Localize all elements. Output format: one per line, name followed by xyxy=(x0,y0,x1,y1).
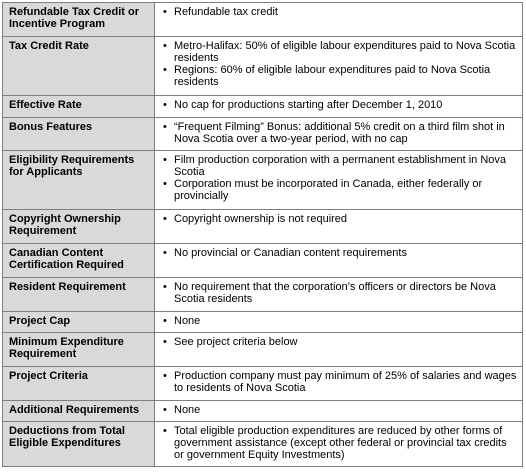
bullet-list xyxy=(161,213,517,225)
bullet-item: • Copyright ownership is not required xyxy=(161,213,517,225)
bullet-list xyxy=(161,404,517,416)
bullet-item: • Refundable tax credit xyxy=(161,6,517,18)
table-row xyxy=(3,367,523,401)
bullet-item: • None xyxy=(161,315,517,327)
bullet-list xyxy=(161,99,517,111)
table-row xyxy=(3,333,523,367)
row-value xyxy=(155,210,523,244)
table-row xyxy=(3,244,523,278)
bullet-list xyxy=(161,40,517,88)
table-row xyxy=(3,401,523,422)
row-label: Tax Credit Rate xyxy=(3,37,155,96)
row-label: Minimum Expenditure Requirement xyxy=(3,333,155,367)
incentive-table-body xyxy=(3,3,523,467)
row-label: Canadian Content Certification Required xyxy=(3,244,155,278)
row-value xyxy=(155,312,523,333)
bullet-item: • Production company must pay minimum of 25% of salaries and wages to residents of Nova Scotia xyxy=(161,370,517,394)
incentive-table xyxy=(2,2,523,467)
table-row xyxy=(3,37,523,96)
table-row xyxy=(3,210,523,244)
row-value xyxy=(155,333,523,367)
table-row xyxy=(3,3,523,37)
table-row xyxy=(3,422,523,467)
bullet-item: • No provincial or Canadian content requirements xyxy=(161,247,517,259)
bullet-list xyxy=(161,315,517,327)
bullet-list xyxy=(161,247,517,259)
row-value xyxy=(155,422,523,467)
table-row xyxy=(3,151,523,210)
row-value xyxy=(155,278,523,312)
row-value xyxy=(155,3,523,37)
row-value xyxy=(155,244,523,278)
table-row xyxy=(3,118,523,151)
bullet-list xyxy=(161,281,517,305)
row-value xyxy=(155,37,523,96)
row-label: Bonus Features xyxy=(3,118,155,151)
row-value xyxy=(155,118,523,151)
bullet-item: • Corporation must be incorporated in Canada, either federally or provincially xyxy=(161,178,517,202)
row-label: Copyright Ownership Requirement xyxy=(3,210,155,244)
row-label: Effective Rate xyxy=(3,96,155,118)
row-label: Eligibility Requirements for Applicants xyxy=(3,151,155,210)
bullet-item: • Regions: 60% of eligible labour expenditures paid to Nova Scotia residents xyxy=(161,64,517,88)
bullet-item: • None xyxy=(161,404,517,416)
row-label: Deductions from Total Eligible Expenditures xyxy=(3,422,155,467)
row-label: Project Cap xyxy=(3,312,155,333)
row-label: Refundable Tax Credit or Incentive Program xyxy=(3,3,155,37)
bullet-list xyxy=(161,6,517,18)
row-value xyxy=(155,96,523,118)
bullet-list xyxy=(161,154,517,202)
row-value xyxy=(155,367,523,401)
bullet-item: • No cap for productions starting after December 1, 2010 xyxy=(161,99,517,111)
bullet-item: • “Frequent Filming” Bonus: additional 5% credit on a third film shot in Nova Scotia over a two-year period, with no cap xyxy=(161,121,517,145)
row-label: Project Criteria xyxy=(3,367,155,401)
row-value xyxy=(155,401,523,422)
bullet-item: • Metro-Halifax: 50% of eligible labour expenditures paid to Nova Scotia residents xyxy=(161,40,517,64)
table-row xyxy=(3,278,523,312)
bullet-item: • See project criteria below xyxy=(161,336,517,348)
bullet-list xyxy=(161,121,517,145)
bullet-item: • Film production corporation with a permanent establishment in Nova Scotia xyxy=(161,154,517,178)
bullet-list xyxy=(161,336,517,348)
table-row xyxy=(3,96,523,118)
table-row xyxy=(3,312,523,333)
row-label: Resident Requirement xyxy=(3,278,155,312)
bullet-list xyxy=(161,370,517,394)
row-value xyxy=(155,151,523,210)
bullet-item: • Total eligible production expenditures are reduced by other forms of government assistance (except other federal or provincial tax credits or government Equity Investments) xyxy=(161,425,517,461)
bullet-list xyxy=(161,425,517,461)
row-label: Additional Requirements xyxy=(3,401,155,422)
bullet-item: • No requirement that the corporation’s officers or directors be Nova Scotia residents xyxy=(161,281,517,305)
